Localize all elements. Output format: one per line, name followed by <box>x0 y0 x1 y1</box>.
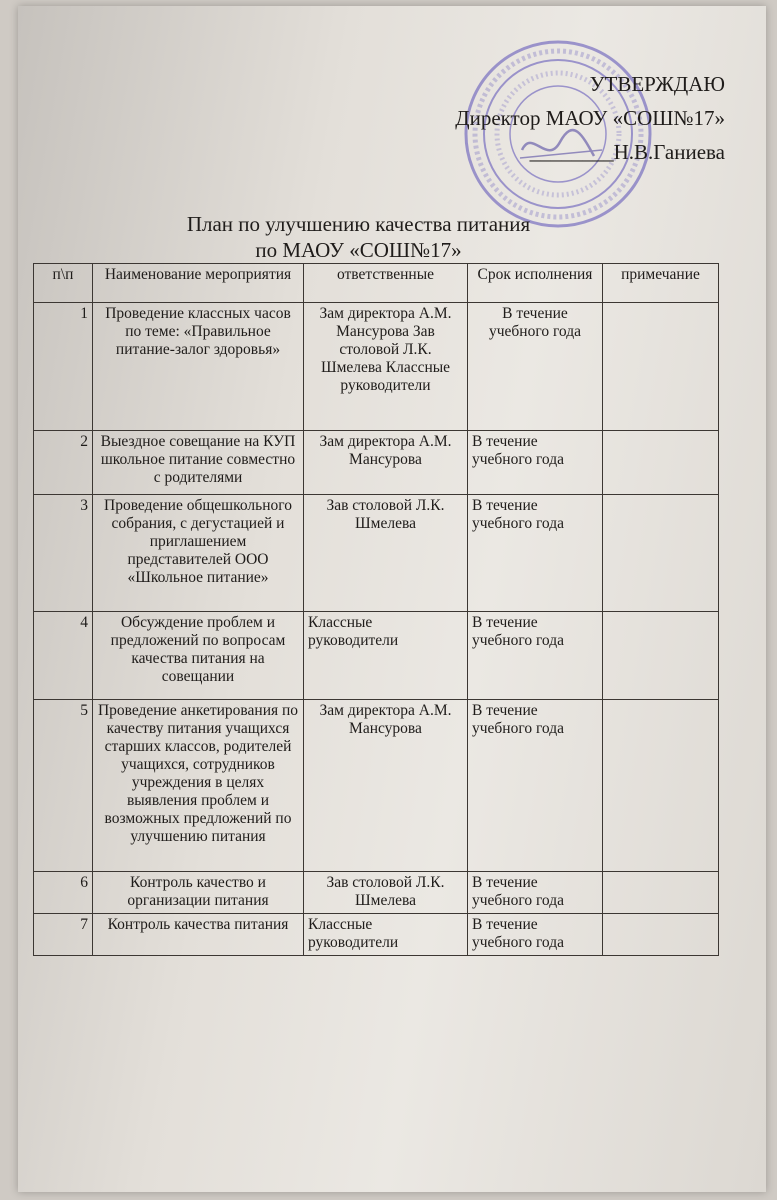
row-term: В течение учебного года <box>468 431 603 495</box>
row-responsible: Зам директора А.М. Мансурова <box>304 700 468 872</box>
row-num: 7 <box>34 914 93 956</box>
row-term: В течение учебного года <box>468 495 603 612</box>
row-num: 6 <box>34 872 93 914</box>
header-responsible: ответственные <box>304 264 468 303</box>
row-name: Проведение классных часов по теме: «Правильное питание-залог здоровья» <box>93 303 304 431</box>
row-name: Выездное совещание на КУП школьное питание совместно с родителями <box>93 431 304 495</box>
row-name: Контроль качества питания <box>93 914 304 956</box>
row-num: 4 <box>34 612 93 700</box>
row-term: В течение учебного года <box>468 914 603 956</box>
table-row <box>34 431 719 495</box>
director-signature: ________Н.В.Ганиева <box>529 140 725 164</box>
plan-table <box>33 263 719 956</box>
row-name: Проведение общешкольного собрания, с дегустацией и приглашением представителей ООО «Школьное питание» <box>93 495 304 612</box>
table-row <box>34 612 719 700</box>
table-row <box>34 303 719 431</box>
row-note <box>603 914 719 956</box>
director-position: Директор МАОУ «СОШ№17» <box>455 106 725 130</box>
row-term: В течение учебного года <box>468 612 603 700</box>
table-header-row <box>34 264 719 303</box>
row-term: В течение учебного года <box>468 700 603 872</box>
table-row <box>34 872 719 914</box>
header-term: Срок исполнения <box>468 264 603 303</box>
header-name: Наименование мероприятия <box>93 264 304 303</box>
row-num: 1 <box>34 303 93 431</box>
row-num: 2 <box>34 431 93 495</box>
row-note <box>603 612 719 700</box>
table-row <box>34 914 719 956</box>
row-name: Проведение анкетирования по качеству питания учащихся старших классов, родителей учащихся, сотрудников учреждения в целях выявления проблем и возможных предложений по улучшению питания <box>93 700 304 872</box>
row-num: 5 <box>34 700 93 872</box>
row-note <box>603 700 719 872</box>
official-stamp <box>462 38 654 230</box>
document-title: План по улучшению качества питания <box>186 212 531 236</box>
row-note <box>603 303 719 431</box>
table-row <box>34 700 719 872</box>
row-name: Обсуждение проблем и предложений по вопросам качества питания на совещании <box>93 612 304 700</box>
row-note <box>603 431 719 495</box>
row-responsible: Зам директора А.М. Мансурова <box>304 431 468 495</box>
table-row <box>34 495 719 612</box>
row-responsible: Зав столовой Л.К. Шмелева <box>304 872 468 914</box>
header-num: п\п <box>34 264 93 303</box>
row-term: В течение учебного года <box>468 872 603 914</box>
row-responsible: Зам директора А.М. Мансурова Зав столовой Л.К. Шмелева Классные руководители <box>304 303 468 431</box>
row-term: В течение учебного года <box>468 303 603 431</box>
row-responsible: Классные руководители <box>304 914 468 956</box>
row-note <box>603 495 719 612</box>
row-num: 3 <box>34 495 93 612</box>
row-responsible: Классные руководители <box>304 612 468 700</box>
row-responsible: Зав столовой Л.К. Шмелева <box>304 495 468 612</box>
row-name: Контроль качество и организации питания <box>93 872 304 914</box>
header-note: примечание <box>603 264 719 303</box>
document-subtitle: по МАОУ «СОШ№17» <box>255 238 462 262</box>
row-note <box>603 872 719 914</box>
approve-word: УТВЕРЖДАЮ <box>589 72 725 96</box>
